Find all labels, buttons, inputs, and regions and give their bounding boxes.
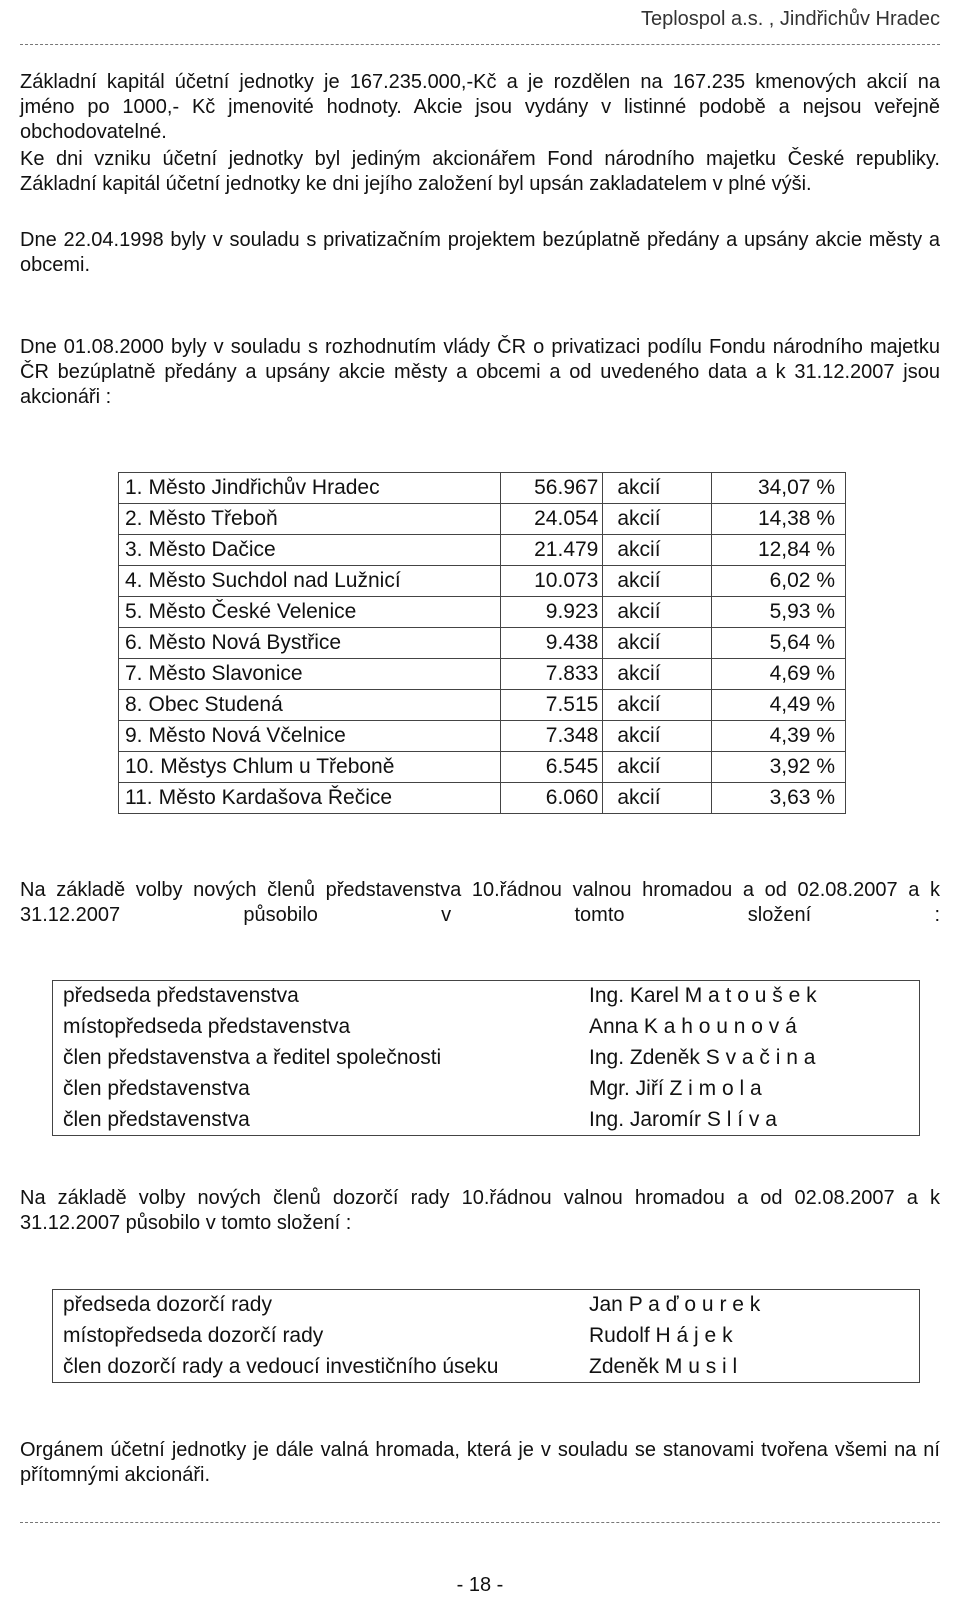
shareholder-name-cell — [119, 783, 501, 814]
share-percent: 14,38 % — [711, 504, 845, 535]
shareholder-name-cell — [119, 473, 501, 504]
share-count: 7.348 — [500, 721, 603, 752]
board-member-role: předseda představenstva — [63, 984, 299, 1008]
board-member-row — [53, 1012, 920, 1043]
share-count: 9.438 — [500, 628, 603, 659]
shareholder-name: Město Slavonice — [148, 662, 303, 685]
shareholder-name-cell — [119, 752, 501, 783]
share-percent: 4,69 % — [711, 659, 845, 690]
supervisory-member-person: Zdeněk M u s i l — [589, 1354, 738, 1378]
shareholder-number: 9. — [125, 724, 143, 747]
shareholder-name: Městys Chlum u Třeboně — [160, 755, 395, 778]
shareholder-name-cell — [119, 628, 501, 659]
supervisory-member-row — [53, 1321, 920, 1352]
shareholder-number: 3. — [125, 538, 143, 561]
shareholder-number: 2. — [125, 507, 143, 530]
shareholder-row — [119, 659, 846, 690]
shareholder-name: Město Kardašova Řečice — [158, 786, 393, 809]
shareholder-number: 4. — [125, 569, 143, 592]
paragraph-1998: Dne 22.04.1998 byly v souladu s privatizačním projektem bezúplatně předány a upsány akcie městy a obcemi. — [20, 229, 940, 276]
shareholder-number: 8. — [125, 693, 143, 716]
share-count: 6.545 — [500, 752, 603, 783]
share-unit: akcií — [603, 473, 711, 504]
shareholder-number: 7. — [125, 662, 143, 685]
share-unit: akcií — [603, 721, 711, 752]
shareholder-name-cell — [119, 659, 501, 690]
share-percent: 3,63 % — [711, 783, 845, 814]
shareholder-name: Město Třeboň — [148, 507, 278, 530]
share-unit: akcií — [603, 752, 711, 783]
shareholder-row — [119, 690, 846, 721]
shareholder-name: Město Dačice — [148, 538, 276, 561]
paragraph-general-meeting: Orgánem účetní jednotky je dále valná hromada, která je v souladu se stanovami tvořena všemi na ní přítomnými akcionáři. — [20, 1439, 940, 1486]
supervisory-table — [52, 1289, 920, 1383]
shareholder-number: 1. — [125, 476, 143, 499]
share-unit: akcií — [603, 566, 711, 597]
shareholder-name: Město Suchdol nad Lužnicí — [148, 569, 401, 592]
board-member-row — [53, 981, 920, 1012]
shareholder-number: 5. — [125, 600, 143, 623]
share-count: 10.073 — [500, 566, 603, 597]
paragraph-capital: Základní kapitál účetní jednotky je 167.235.000,-Kč a je rozdělen na 167.235 kmenových akcií na jméno po 1000,- Kč jmenovité hodnoty. Akcie jsou vydány v listinné podobě a nejsou veřejně obchodovatelné. — [20, 71, 940, 143]
share-unit: akcií — [603, 535, 711, 566]
share-percent: 34,07 % — [711, 473, 845, 504]
page-header: Teplospol a.s. , Jindřichův Hradec — [640, 8, 940, 30]
share-unit: akcií — [603, 628, 711, 659]
shareholder-row — [119, 721, 846, 752]
board-table — [52, 980, 920, 1136]
shareholder-row — [119, 752, 846, 783]
shareholder-name-cell — [119, 504, 501, 535]
paragraph-board-intro: Na základě volby nových členů představenstva 10.řádnou valnou hromadou a od 02.08.2007 a k 31.12.2007 působilo v tomto složení : — [20, 879, 940, 926]
shareholder-name: Město Nová Bystřice — [148, 631, 342, 654]
shareholder-name-cell — [119, 535, 501, 566]
supervisory-member-person: Rudolf H á j e k — [589, 1324, 733, 1347]
paragraph-supervisory-intro: Na základě volby nových členů dozorčí rady 10.řádnou valnou hromadou a od 02.08.2007 a k 31.12.2007 působilo v tomto složení : — [20, 1187, 940, 1234]
shareholder-row — [119, 597, 846, 628]
shareholder-name: Město Jindřichův Hradec — [148, 476, 380, 499]
share-count: 6.060 — [500, 783, 603, 814]
share-percent: 5,64 % — [711, 628, 845, 659]
shareholder-number: 6. — [125, 631, 143, 654]
footer-rule — [20, 1522, 940, 1523]
shareholder-name: Město Nová Včelnice — [148, 724, 346, 747]
supervisory-member-row — [53, 1290, 920, 1321]
share-percent: 6,02 % — [711, 566, 845, 597]
board-member-row — [53, 1105, 920, 1136]
share-count: 7.515 — [500, 690, 603, 721]
paragraph-founder: Ke dni vzniku účetní jednotky byl jediným akcionářem Fond národního majetku České republiky. Základní kapitál účetní jednotky ke dni jejího založení byl upsán zakladatelem v plné výši. — [20, 148, 940, 195]
share-count: 21.479 — [500, 535, 603, 566]
board-member-row — [53, 1074, 920, 1105]
share-unit: akcií — [603, 504, 711, 535]
supervisory-member-person: Jan P a ď o u r e k — [589, 1293, 761, 1317]
share-unit: akcií — [603, 597, 711, 628]
shareholder-number: 11. — [125, 786, 153, 809]
share-count: 7.833 — [500, 659, 603, 690]
shareholder-name-cell — [119, 690, 501, 721]
board-member-role: člen představenstva — [63, 1107, 250, 1131]
supervisory-member-row — [53, 1352, 920, 1383]
shareholder-name-cell — [119, 721, 501, 752]
share-count: 9.923 — [500, 597, 603, 628]
supervisory-member-role: místopředseda dozorčí rady — [63, 1324, 324, 1347]
share-unit: akcií — [603, 659, 711, 690]
shareholder-row — [119, 504, 846, 535]
share-percent: 3,92 % — [711, 752, 845, 783]
share-percent: 4,49 % — [711, 690, 845, 721]
board-member-role: místopředseda představenstva — [63, 1015, 351, 1038]
paragraph-2000: Dne 01.08.2000 byly v souladu s rozhodnutím vlády ČR o privatizaci podílu Fondu národního majetku ČR bezúplatně předány a upsány akcie městy a obcemi a od uvedeného data a k 31.12.2007 jsou akcionáři : — [20, 336, 940, 408]
shareholder-name-cell — [119, 597, 501, 628]
share-percent: 4,39 % — [711, 721, 845, 752]
supervisory-member-role: člen dozorčí rady a vedoucí investičního úseku — [63, 1354, 499, 1378]
shareholder-row — [119, 783, 846, 814]
board-member-role: člen představenstva a ředitel společnosti — [63, 1046, 442, 1069]
shareholder-row — [119, 535, 846, 566]
share-count: 56.967 — [500, 473, 603, 504]
share-unit: akcií — [603, 783, 711, 814]
board-member-person: Ing. Karel M a t o u š e k — [589, 984, 817, 1008]
share-count: 24.054 — [500, 504, 603, 535]
shareholder-row — [119, 566, 846, 597]
shareholder-name: Město České Velenice — [148, 600, 357, 623]
share-percent: 12,84 % — [711, 535, 845, 566]
page-number: - 18 - — [456, 1574, 504, 1596]
share-percent: 5,93 % — [711, 597, 845, 628]
share-unit: akcií — [603, 690, 711, 721]
supervisory-member-role: předseda dozorčí rady — [63, 1293, 272, 1317]
shareholder-name: Obec Studená — [148, 693, 283, 716]
shareholder-row — [119, 473, 846, 504]
board-member-person: Ing. Jaromír S l í v a — [589, 1107, 777, 1131]
board-member-person: Mgr. Jiří Z i m o l a — [589, 1077, 762, 1100]
board-member-person: Ing. Zdeněk S v a č i n a — [589, 1046, 816, 1069]
shareholder-name-cell — [119, 566, 501, 597]
header-rule — [20, 44, 940, 45]
shareholder-number: 10. — [125, 755, 155, 778]
board-member-role: člen představenstva — [63, 1077, 250, 1100]
shareholders-table — [118, 472, 846, 814]
board-member-row — [53, 1043, 920, 1074]
shareholder-row — [119, 628, 846, 659]
board-member-person: Anna K a h o u n o v á — [589, 1015, 797, 1038]
